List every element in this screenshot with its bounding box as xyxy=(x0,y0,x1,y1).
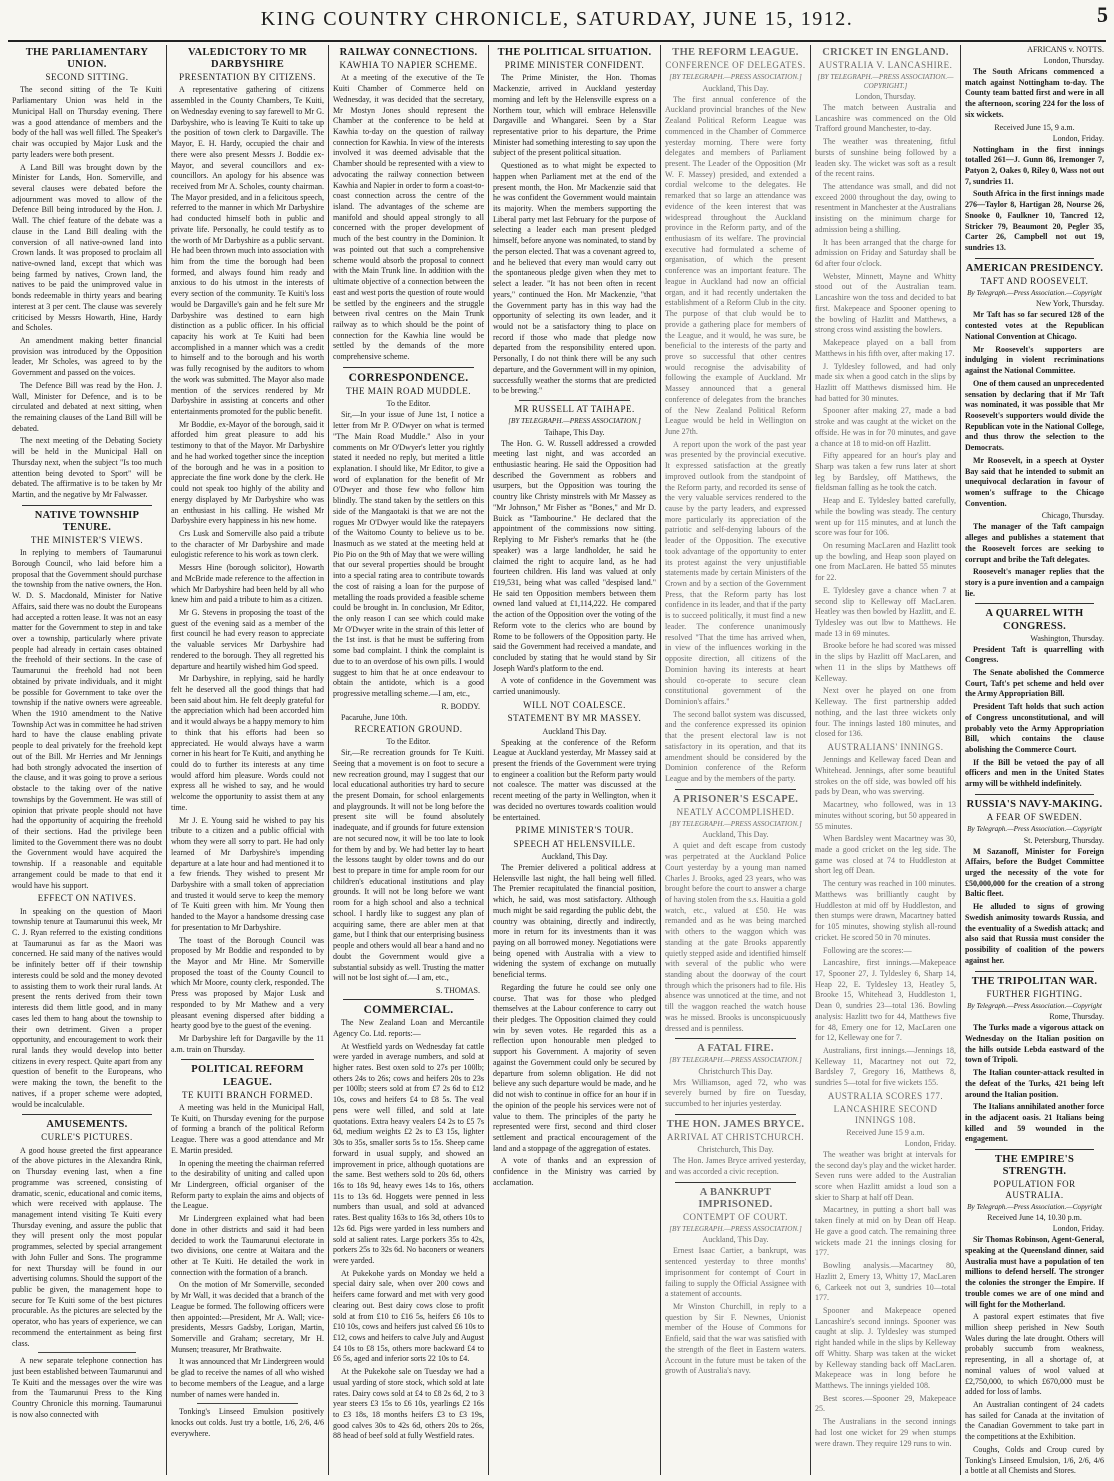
article-paragraph: At the Pukekohe sale on Tuesday we had a usual yarding of store stock, which sold at late rates. Dairy cows sold at £4 to £8 2s 6d, 2 to 3 year steers £3 15s to £6 10s, yearlings £2 16s to £3 18s, 18 months heifers £3 to £3 19s, good calves 30s to 42s 6d, others 20s to 26s, 88 head of beef sold at fully Westfield rates. xyxy=(333,1367,484,1441)
article-paragraph: A quiet and deft escape from custody was perpetrated at the Auckland Police Court yesterday by a young man named Charles J. Brooks, aged 23 years, who was brought before the court to answer a charge of having stolen from the s.s. Hauitia a gold watch, etc., valued at £50. He was remanded and as he was being marched with others to the waggon which was standing at the gate Brooks apparently quietly stepped aside and identified himself with several of the public who were standing about the doorway of the court through which the prisoners had to file. His absence was unnoticed at the time, and not till the waggon reached the watch house was he missed. Brooks is unconspicuously dressed and is penniless. xyxy=(665,841,806,1033)
wire-credit: By Telegraph.—Press Association.—Copyright xyxy=(967,1001,1102,1010)
article-paragraph: A report upon the work of the past year was presented by the provincial executive. It expressed satisfaction at the greatly improved outlook from the standpoint of the Reform party, and recorded its sense of the very valuable services rendered to the cause by the party leaders, and expressed more particularly its appreciation of the patriotic and self-denying labours of the leader of the Opposition. The executive took advantage of the opportunity to enter its protest against the very unjustifiable statements made by certain Ministers of the Crown and by a section of the Government Press, that the Reform party has lost confidence in its leader, and that if the party is to succeed politically, it must find a new leader. The conference unanimously resolved "That the time has arrived when, in view of the influences working in the opposite direction, all citizens of the Dominion having its interests at heart should co-operate to secure clean constitutional government of the Dominion's affairs." xyxy=(665,439,806,706)
subhead-speech-helensville: SPEECH AT HELENSVILLE. xyxy=(513,838,636,849)
divider xyxy=(675,1038,796,1039)
article-paragraph: A representative gathering of citizens assembled in the County Chambers, Te Kuiti, on Wednesday evening to say farewell to Mr G. Darbyshire, who is leaving Te Kuiti to take up the position of town clerk to Dargaville. The Mayor, E. H. Hardy, occupied the chair and there were also present Messrs J. Boddie ex-Mayor, and several councillors and ex-councillors. An apology for his absence was received from Mr A. Scholes, county chairman. The Mayor presided, and in a felicitous speech, referred to the manner in which Mr Darbyshire had conducted himself both in public and private life. Personally, he could testify as to the worth of Mr Darbyshire as a public servant. He had been thrown much into association with him from the time the borough had been formed, and always found him ready and anxious to do his utmost in the interests of every section of the community. Te Kuiti's loss would be Dargaville's gain and he felt sure Mr Darbyshire was destined to earn high distinction as a public officer. In his official capacity his work at Te Kuiti had been accomplished in a manner which was a credit to himself and to the borough and his worth was fully recognised by the auditors to whom the work was submitted. The Mayor also made mention of the services rendered by Mr Darbyshire in assisting at concerts and other entertainments promoted for the public benefit. xyxy=(171,85,324,417)
article-paragraph: At Pukekohe yards on Monday we held a special dairy sale, when over 200 cows and heifers came forward and met with very good clearing out. Best dairy cows close to profit sold at from £10 to £16 5s, heifers £6 10s to £10 10s, cows and heifers just calved £6 10s to £12, cows and heifers to calve July and August £4 10s to £8 15s, others more backward £4 to £6 5s, aged and inferior sorts 22 10s to £4. xyxy=(333,1268,484,1364)
headline-tripolitan-war: THE TRIPOLITAN WAR. xyxy=(971,975,1098,987)
headline-commercial: COMMERCIAL. xyxy=(363,1003,454,1016)
subhead-australians-innings: AUSTRALIANS' INNINGS. xyxy=(827,741,944,752)
article-paragraph: Regarding the future he could see only one course. That was for those who pledged themselves at the Labour conference to carry out their pledges. The Opposition claimed they could win by seven votes. He regarded this as a reflection upon honourable men pledged to support his Government. A majority of seven against the Government could only be secured by departure from solemn obligation. He did not believe any such departure would be made, and he did not wish to continue in office for an hour if in the opinion of the people his services were not of value to them. The principles of the party he represented were first, second and third closer settlement and practical encouragement of the land and a stoppage of the aggregation of estates. xyxy=(493,982,656,1153)
column-5 xyxy=(660,45,810,1475)
article-paragraph: A pastoral expert estimates that five million sheep perished in New South Wales during the late drought. Others will probably succumb from weakness, representing, in all a shortage of, at nominal values of wool valued at £2,750,000, to which £670,000 must be added for loss of lambs. xyxy=(965,1312,1104,1397)
subhead-taft-roosevelt: TAFT AND ROOSEVELT. xyxy=(980,275,1089,286)
article-paragraph: The second sitting of the Te Kuiti Parliamentary Union was held in the Municipal Hall on Thursday evening. There was a good attendance of members and the body of the hall was well filled. The Speaker's chair was occupied by Major Lusk and the party leaders were both present. xyxy=(12,85,162,159)
letter-salutation: To the Editor. xyxy=(386,737,431,747)
divider xyxy=(675,1114,796,1115)
letter-salutation: To the Editor. xyxy=(386,399,431,409)
headline-empires-strength: THE EMPIRE'S STRENGTH. xyxy=(994,1154,1075,1178)
scores-paragraph: South Africa in the first innings made 276—Taylor 8, Hartigan 28, Nourse 26, Snooke 0, Faulkner 10, Tancred 12, Stricker 79, Beaumont 20, Pegler 35, Carter 26, Campbell not out 19, sundries 13. xyxy=(965,189,1104,253)
article-paragraph: The Defence Bill was read by the Hon. J. Wall, Minister for Defence, and is to be circulated and debated at next sitting, when the remaining clauses of the Land Bill will be debated. xyxy=(12,380,162,433)
dateline: London, Friday. xyxy=(1052,1224,1104,1234)
headline-american-presidency: AMERICAN PRESIDENCY. xyxy=(965,262,1104,274)
column-7 xyxy=(960,45,1108,1475)
letter-body: Sir,—Re recreation grounds for Te Kuiti. Seeing that a movement is on foot to secure a new recreation ground, may I suggest that our local educational authorities try hard to secure the present Domain, for school enlargements and playgrounds. It will not be long before the present site will be found absolutely inadequate, and if grounds for future extension are not secured now, it will be too late to look for them by and by. We had better lay to heart the lessons taught by older towns and do our best to prepare in time for ample room for our children's educational institutions and play grounds. It will not be long before we want room for a high school and also a technical school. I hardly like to suggest any plan of acquiring same, there are abler men at that game, but I think that our enterprising business people and others would all bear a hand and no doubt the Government would give a substantial subsidy as well. Trusting the matter will not be lost sight of.—I am, etc., xyxy=(333,748,484,983)
headline-cricket-england: CRICKET IN ENGLAND. xyxy=(822,47,949,58)
divider xyxy=(22,505,152,506)
divider xyxy=(975,794,1094,795)
subhead-will-not-coalesce: WILL NOT COALESCE. xyxy=(523,699,626,710)
article-paragraph: The Australians in the second innings had lost one wicket for 29 when stumps were drawn. They require 129 runs to win. xyxy=(815,1417,956,1448)
article-paragraph: An amendment making better financial provision was introduced by the Opposition leader, Mr Scholes, was agreed to by the Government and passed on the voices. xyxy=(12,336,162,378)
article-paragraph: President Taft holds that such action of Congress unconstitutional, and will probably veto the Army Appropriation Bill, which contains the clause abolishing the Commerce Court. xyxy=(965,702,1104,755)
headline-amusements: AMUSEMENTS. xyxy=(46,1119,128,1131)
article-paragraph: Mr Roosevelt, in a speech at Oyster Bay said that he intended to submit an unequivocal declaration in favour of women's suffrage to the Chicago Convention. xyxy=(965,455,1104,508)
headline-prisoners-escape: A PRISONER'S ESCAPE. xyxy=(672,793,799,805)
article-paragraph: Mrs Williamson, aged 72, who was severely burned by fire on Tuesday, succumbed to her injuries yesterday. xyxy=(665,1077,806,1109)
article-paragraph: One of them caused an unprecedented sensation by declaring that if Mr Taft was nominated, it was possible that Mr Roosevelt's supporters would divide the Republican vote in the National College, and thus throw the selection to the Democrats. xyxy=(965,378,1104,453)
article-paragraph: Mr G. Stevens in proposing the toast of the guest of the evening said as a member of the first council he had every reason to appreciate the valuable services Mr Darbyshire had rendered to the borough. They all regretted his departure and heartily wished him God speed. xyxy=(171,607,324,671)
article-paragraph: The attendance was small, and did not exceed 2000 throughout the day, owing to resentment in Manchester at the Australians insisting on the minimum charge for admission being a shilling. xyxy=(815,182,956,234)
article-paragraph: Questioned as to what might be expected to happen when Parliament met at the end of the present month, the Hon. Mr Mackenzie said that he was confident the Government would maintain its majority. When the members supporting the Liberal party met last February for the purpose of selecting a leader each man present pledged himself, before anyone was nominated, to stand by the person elected. That was a covenant agreed to, and he believed that every man would carry out the spontaneous pledge given when they met to select a leader. "It has not been often in recent years," continued the Hon. Mr Mackenzie, "that the Government party has in this way had the opportunity of selecting its own leader, and it would not be a satisfactory thing to place on record if those who made that pledge now departed from the responsibility entered upon. Personally, I do not think there will be any such departure, and the Government will in my opinion, successfully weather the storms that are predicted to be brewing." xyxy=(493,161,656,396)
article-paragraph: Sir Thomas Robinson, Agent-General, speaking at the Queensland dinner, said Australia must have a population of ten millions to defend herself. The stronger the colonies the stronger the Empire. If trouble comes we are of one mind and will fight for the Motherland. xyxy=(965,1235,1104,1309)
article-paragraph: Best scores.—Spooner 29, Makepeace 25. xyxy=(815,1393,956,1414)
article-paragraph: E. Tyldesley gave a chance when 7 at second slip to Kelleway off MacLaren. Heatley was then bowled by Hazlitt, and E. Tyldesley was out lbw to Matthews. He made 13 in 69 minutes. xyxy=(815,585,956,638)
article-paragraph: The toast of the Borough Council was proposed by Mr Boddie and responded to by the Mayor and Mr Hine. Mr Somerville proposed the toast of the County Council to which Mr Moore, county clerk, responded. The Press was proposed by Major Lusk and responded to by Mr Mathew and a very pleasant evening dispersed after bidding a hearty good bye to the guest of the evening. xyxy=(171,935,324,1031)
wire-credit: By Telegraph.—Press Association.—Copyright xyxy=(967,1202,1102,1211)
divider xyxy=(975,603,1094,604)
wire-credit: [BY TELEGRAPH.—PRESS ASSOCIATION.—COPYRIGHT.] xyxy=(817,73,954,90)
article-paragraph: The weather was bright at intervals for the second day's play and the wicket harder. Seven runs were added to the Australian score when Hazlitt amidst a loud son a skier to Sharp at half off Dean. xyxy=(815,1149,956,1202)
column-1 xyxy=(8,45,166,1475)
dateline: Auckland, This Day. xyxy=(541,851,608,861)
advertisement-linseed-emulsion: Tonking's Linseed Emulsion positively knocks out colds. Just try a bottle, 1/6, 2/6, 4/6 everywhere. xyxy=(171,1407,324,1438)
article-paragraph: Mr Roosevelt's supporters are indulging in violent recriminations against the National Committee. xyxy=(965,344,1104,376)
wire-credit: [BY TELEGRAPH.—PRESS ASSOCIATION.] xyxy=(669,73,802,82)
article-paragraph: M Sazanoff, Minister for Foreign Affairs, before the Budget Committee urged the necessity of the vote for £50,000,000 for the creation of a strong Baltic fleet. xyxy=(965,846,1104,899)
article-paragraph: An Australian contingent of 24 cadets has sailed for Canada at the invitation of the Canadian Government to take part in the competitions at the Exhibition. xyxy=(965,1399,1104,1442)
masthead-rule xyxy=(8,40,1106,42)
article-paragraph: At Westfield yards on Wednesday fat cattle were yarded in average numbers, and sold at higher rates. Best oxen sold to 27s per 100lb; others 24s to 26s; cows and heifers 20s to 23s per 100lb; steers sold at from £7 2s 6d to £12 10s, cows and heifers £4 to £8 5s. The veal pens were well filled, and sold at late quotations. Extra heavy vealers £4 2s to £5 7s 6d, medium weights £2 2s to £3 15s, lighter 30s to 35s, smaller sorts 5s to 15s. Sheep came forward in usual supply, and showed an improvement in price, although quotations are the same. Best wethers sold to 20s 6d, others 16s to 18s 9d, heavy ewes 14s to 16s, others 11s to 13s 6d. Hoggets were penned in less numbers than usual, and sold at advanced rates. Best quality 163s to 16s 3d, others 10s to 12s 6d. Pigs were yarded in less numbers and sold at salient rates. Large porkers 35s to 42s, porkers 25s to 32s 6d. No baconers or weaners were yarded. xyxy=(333,1041,484,1265)
column-2 xyxy=(166,45,328,1475)
advertisement-linseed-emulsion: Coughs, Colds and Croup cured by Tonking's Linseed Emulsion, 1/6, 2/6, 4/6 a bottle at all Chemists and Stores. xyxy=(965,1444,1104,1475)
article-paragraph: The match between Australia and Lancashire was commenced on the Old Trafford ground Manchester, to-day. xyxy=(815,102,956,134)
article-paragraph: Speaking at the conference of the Reform League at Auckland yesterday, Mr Massey said at present the friends of the Government were trying to engineer a coalition but the Reform party would not coalesce. The matter was discussed at the recent meeting of the party in Wellington, when it was decided no overtures towards coalition would be entertained. xyxy=(493,737,656,822)
dateline: Received June 14, 10.30 p.m. xyxy=(987,1213,1082,1223)
subhead-statement-massey: STATEMENT BY MR MASSEY. xyxy=(507,713,642,724)
subhead-further-fighting: FURTHER FIGHTING. xyxy=(986,988,1083,999)
dateline: London, Thursday. xyxy=(1043,56,1104,65)
wire-credit: By Telegraph.—Press Association.—Copyright xyxy=(967,289,1102,298)
masthead xyxy=(0,0,1114,42)
column-6 xyxy=(810,45,960,1475)
article-paragraph: Spooner and Makepeace opened Lancashire's second innings. Spooner was caught at slip. J. Tyldesley was stumped right handed while in the slips by Kelleway off Whitty. Sharp was taken at the wicket by Kelleway standing back off MacLaren. Makepeace was in long before he Matthews. The innings yielded 108. xyxy=(815,1305,956,1390)
article-paragraph: Crs Lusk and Somerville also paid a tribute to the character of Mr Darbyshire and made eulogistic reference to his work as town clerk. xyxy=(171,528,324,560)
article-paragraph: The manager of the Taft campaign alleges and publishes a statement that the Roosevelt forces are seeking to corrupt and bribe the Taft delegates. xyxy=(965,522,1104,564)
article-paragraph: When Bardsley went Macartney was 30, made a good cricket on the leg side. The game was closed at 74 to Huddleston at short leg off Dean. xyxy=(815,834,956,876)
wire-credit: [BY TELEGRAPH.—PRESS ASSOCIATION.] xyxy=(669,820,802,829)
divider xyxy=(181,1059,314,1060)
subhead-prime-minister-confident: PRIME MINISTER CONFIDENT. xyxy=(504,60,645,71)
headline-parliamentary-union: THE PARLIAMENTARY UNION. xyxy=(25,47,149,71)
subhead-fear-of-sweden: A FEAR OF SWEDEN. xyxy=(986,811,1083,822)
divider xyxy=(22,1114,152,1115)
article-paragraph: Fifty appeared for an hour's play and Sharp was taken a few runs later at short leg by Bardsley, off Matthews, the fieldsman falling as he took the catch. xyxy=(815,451,956,493)
article-paragraph: Mr Boddie, ex-Mayor of the borough, said it afforded him great pleasure to add his testimony to that of the Mayor. Mr Darbyshire and he had worked together since the inception of the borough and he was in a position to appreciate the fine work done by the clerk. He could not speak too highly of the ability and energy displayed by Mr Darbyshire who was an enthusiast in his calling. He wished Mr Darbyshire every happiness in his new home. xyxy=(171,419,324,526)
newspaper-masthead-title: KING COUNTRY CHRONICLE, SATURDAY, JUNE 15, 1912. xyxy=(260,8,854,30)
article-paragraph: The second ballot system was discussed, and the conference expressed its opinion that the present electoral law is not satisfactory in its operation, and that its amendment should be considered by the Dominion conference of the Reform League and by the members of the party. xyxy=(665,709,806,783)
divider xyxy=(675,1182,796,1183)
divider xyxy=(519,400,630,401)
article-paragraph: Macartney, who followed, was in 13 minutes without scoring, but 50 appeared in 55 minutes. xyxy=(815,800,956,831)
dateline: Auckland This Day. xyxy=(542,726,607,736)
headline-russias-navy-making: RUSSIA'S NAVY-MAKING. xyxy=(966,798,1103,810)
subhead-population-australia: POPULATION FOR AUSTRALIA. xyxy=(993,1179,1076,1200)
dateline: Christchurch, This Day. xyxy=(697,1145,774,1155)
article-paragraph: President Taft is quarrelling with Congress. xyxy=(965,644,1104,665)
article-paragraph: Makepeace played on a ball from Matthews in his fifth over, after making 17. xyxy=(815,338,956,358)
subhead-recreation-ground: RECREATION GROUND. xyxy=(354,723,463,734)
article-paragraph: The Hon. James Bryce arrived yesterday, and was accorded a civic reception. xyxy=(665,1156,806,1176)
subhead-presentation: PRESENTATION BY CITIZENS. xyxy=(179,72,316,83)
headline-james-bryce: THE HON. JAMES BRYCE. xyxy=(666,1118,805,1130)
article-paragraph: In opening the meeting the chairman referred to the desirability of uniting and called upon Mr Lindergreen, official organiser of the Reform party to explain the aims and objects of the League. xyxy=(171,1158,324,1211)
article-paragraph: Next over he played on one from Kelleway. The first partnership added nothing, and the last three wickets only four. The innings lasted 180 minutes, and closed for 136. xyxy=(815,686,956,739)
article-paragraph: The Italian counter-attack resulted in the defeat of the Turks, 421 being left around the Italian position. xyxy=(965,1068,1104,1099)
subhead-curles-pictures: CURLE'S PICTURES. xyxy=(41,1132,133,1143)
article-paragraph: The next meeting of the Debating Society will be held in the Municipal Hall on Thursday next, when the subject "Is too much attention being devoted to Sport" will be debated. The affirmative is to be taken by Mr Martin, and the negative by Mr Falwasser. xyxy=(12,436,162,500)
article-paragraph: Webster, Minnett, Mayne and Whitty stood out of the Australian team. Lancashire won the toss and decided to bat first. Makepeace and Spooner opening to the bowling of Hazlitt and Matthews, a strong cross wind assisting the bowlers. xyxy=(815,271,956,335)
article-paragraph: The South Africans commenced a match against Nottingham to-day. The County team batted first and were in all the afternoon, scoring 224 for the loss of six wickets. xyxy=(965,67,1104,119)
article-paragraph: The Senate abolished the Commerce Court, Taft's pet scheme and held over the Army Appropriation Bill. xyxy=(965,668,1104,699)
article-paragraph: If the Bill be vetoed the pay of all officers and men in the United States army will be withheld indefinitely. xyxy=(965,757,1104,789)
headline-quarrel-with-congress: A QUARREL WITH CONGRESS. xyxy=(985,608,1084,632)
divider xyxy=(675,789,796,790)
dateline: Received June 15, 9 a.m. xyxy=(994,122,1075,132)
headline-railway-connections: RAILWAY CONNECTIONS. xyxy=(339,47,478,58)
subhead-australia-v-lancashire: AUSTRALIA V. LANCASHIRE. xyxy=(818,60,953,71)
article-paragraph: A vote of confidence in the Government was carried unanimously. xyxy=(493,676,656,697)
subhead-contempt-of-court: CONTEMPT OF COURT. xyxy=(683,1211,788,1222)
scores-paragraph: Australians, first innings.—Jennings 18, Kelleway 11, Macartney not out 72, Bardsley 7, Gregory 16, Matthews 8, sundries 5—total for five wickets 155. xyxy=(815,1045,956,1088)
dateline: Chicago, Thursday. xyxy=(1041,511,1104,521)
letter-body: Sir,—In your issue of June 1st, I notice a letter from Mr P. O'Dwyer on what is termed "The Main Road Muddle." Also in your comments on Mr O'Dwyer's letter you rightly stated it needed no reply, but merited a little explanation. I should like, Mr Editor, to give a word of explanation for the benefit of Mr O'Dwyer and those few who follow him blindly. The stand taken by the settlers on this side of the Mangaotaki is that we are not the rogues Mr O'Dwyer would like the ratepayers of the Waitomo County to believe us to be. Inasmuch as we stated at the meeting held at Pio Pio on the 9th of May that we were willing that our several properties should be brought into a special rating area to contribute towards the cost of raising a loan for the purpose of metalling the roads provided a feasible scheme could be brought in. In conclusion, Mr Editor, the only reason I can see which could make Mr O'Dwyer write in the strain of this letter of the 1st inst. is that he must be suffering from some bad complaint. I think the complaint is due to to an overdose of his own pills. I would suggest to him that he at once endeavour to obtain the antidote, which is a good progressive metalling scheme.—I am, etc., xyxy=(333,410,484,699)
article-paragraph: Following are the scores:— xyxy=(823,945,912,955)
headline-correspondence: CORRESPONDENCE. xyxy=(348,371,469,384)
article-paragraph: A good house greeted the first appearance of the above pictures in the Alexandra Rink, on Thursday evening last, when a fine programme was screened, consisting of dramatic, scenic, educational and comic items, which were received with applause. The management intend visiting Te Kuiti every Thursday evening, and assure the public that they will present only the most popular programmes, selected by special arrangement with John Fuller and Sons. The programme for next Thursday will be found in our advertising columns. Should the support of the public be given, the management hope to secure for Te Kuiti some of the best pictures procurable. As the pictures are selected by the operator, who has years of experience, we can recommend the entertainment as being first class. xyxy=(12,1145,162,1348)
letter-signature: R. BODDY. xyxy=(441,701,480,711)
wire-credit: By Telegraph.—Press Association.—Copyright xyxy=(967,825,1102,834)
article-paragraph: Ernest Isaac Cartier, a bankrupt, was sentenced yesterday to three months' imprisonment for contempt of Court in failing to supply the Official Assignee with a statement of accounts. xyxy=(665,1246,806,1299)
subhead-kawhia-napier: KAWHIA TO NAPIER SCHEME. xyxy=(339,60,478,71)
article-paragraph: The Italians annihilated another force in the adjacent oasis. 21 Italians being killed and 59 wounded in the engagement. xyxy=(965,1102,1104,1144)
article-paragraph: On the motion of Mr Somerville, seconded by Mr Wall, it was decided that a branch of the League be formed. The following officers were then appointed:—President, Mr A. Wall; vice-presidents, Messrs Gadsby, Lorigan, Martin, Somerville and Graham; secretary, Mr H. Munsen; treasurer, Mr Brathwaite. xyxy=(171,1280,324,1354)
article-paragraph: The weather was threatening, fitful bursts of sunshine being followed by a leaden sky. The wicket was soft as a result of the recent rains. xyxy=(815,137,956,179)
divider xyxy=(975,258,1094,259)
dateline: Auckland, This Day. xyxy=(702,83,769,93)
article-paragraph: Mr Lindergreen explained what had been done in other districts and said it had been decided to work the Taumarunui electorate in two divisions, one centre at Waitara and the other at Te Kuiti. He detailed the work in connection with the formation of a branch. xyxy=(171,1214,324,1277)
article-paragraph: Mr Darbyshire, in replying, said he hardly felt he deserved all the good things that had been said about him. He felt deeply grateful for the appreciation which had been accorded him and it would always be a happy memory to him to think that his efforts had been so appreciated. He would always have a warm corner in his heart for Te Kuiti, and anything he could do to further its interests at any time would afford him pleasure. Words could not express all he wished to say, and he would welcome the opportunity to assist them at any time. xyxy=(171,674,324,812)
article-paragraph: Mr J. E. Young said he wished to pay his tribute to a citizen and a public official with whom they were all sorry to part. He had only learned of Mr Darbyshire's impending departure at a late hour and had mentioned it to a few friends. They wished to present Mr Darbyshire with a small token of appreciation and trusted it would serve to keep the memory of Te Kuiti green with him. Mr Young then handed to the Mayor a handsome dressing case for presentation to Mr Darbyshire. xyxy=(171,815,324,932)
article-paragraph: He alluded to signs of growing Swedish animosity towards Russia, and the eventuality of a Swedish attack; and also said that Russia must consider the possibility of coalition of the powers against her. xyxy=(965,902,1104,965)
headline-bankrupt-imprisoned: A BANKRUPT IMPRISONED. xyxy=(698,1186,773,1210)
article-paragraph: Jennings and Kelleway faced Dean and Whitehead. Jennings, after some beautiful strokes on the off side, was bowled off his pads by Dean, who was swerving. xyxy=(815,755,956,797)
dateline: London, Friday. xyxy=(1052,133,1104,143)
headline-native-township-tenure: NATIVE TOWNSHIP TENURE. xyxy=(34,509,140,533)
subhead-conference-delegates: CONFERENCE OF DELEGATES. xyxy=(665,60,806,71)
divider xyxy=(197,1403,298,1404)
subhead-branch-formed: TE KUITI BRANCH FORMED. xyxy=(181,1089,313,1100)
article-paragraph: Mr Taft has so far secured 128 of the contested votes at the Republican National Convention at Chicago. xyxy=(965,310,1104,341)
dateline: Christchurch This Day. xyxy=(698,1066,773,1076)
article-paragraph: The Premier delivered a political address at Helensville last night, the hall being well filled. The Premier recapitulated the financial position, which, he said, was most satisfactory. Although much might be said regarding the public debt, the country was obtaining, directly and indirectly, more in return for its investments than it was paying on all borrowed money. Negotiations were being opened with Australia with a view to widening the system of exchange on mutually beneficial terms. xyxy=(493,862,656,980)
headline-political-reform-league: POLITICAL REFORM LEAGUE. xyxy=(191,1064,304,1088)
headline-political-situation: THE POLITICAL SITUATION. xyxy=(497,47,652,58)
subhead-australia-scores: AUSTRALIA SCORES 177. xyxy=(827,1090,944,1101)
article-paragraph: Messrs Hine (borough solicitor), Howarth and McBride made reference to the affection in which Mr Darbyshire had been held by all who knew him and paid a tribute to him as a citizen. xyxy=(171,563,324,605)
article-paragraph: J. Tyldesley followed, and had only made six when a good catch in the slips by Hazlitt off Matthews dismissed him. He had batted for 30 minutes. xyxy=(815,361,956,403)
article-paragraph: Mr Winston Churchill, in reply to a question by Sir F. Newnes, Unionist member of the House of Commons for Enfield, said that the war was satisfied with the strength of the fleet in Eastern waters. Account in the future must be taken of the growth of Australia's navy. xyxy=(665,1302,806,1376)
article-paragraph: A Land Bill was brought down by the Minister for Lands, Hon. Somerville, and several clauses were debated before the adjournment was moved to allow of the Defence Bill being introduced by the Hon. J. Wall. The chief feature of the debate was a clause in the Land Bill dealing with the conversion of all native-owned land into Crown lands. It was proposed to proclaim all native-owned land, except that which was being farmed by natives, Crown land, the natives to be paid the unimproved value in bonds redeemable in thirty years and bearing interest at 3 per cent. The clause was severely criticised by Messrs Howarth, Hine, Hardy and Scholes. xyxy=(12,162,162,333)
column-4 xyxy=(488,45,660,1475)
article-paragraph: Roosevelt's manager replies that the story is a pure invention and a campaign lie. xyxy=(965,567,1104,598)
article-paragraph: The New Zealand Loan and Mercantile Agency Co. Ltd. reports:— xyxy=(333,1018,484,1038)
letter-dateline: Pacaruhe, June 10th. xyxy=(341,712,408,722)
headline-valedictory: VALEDICTORY TO MR DARBYSHIRE xyxy=(187,47,308,71)
subhead-effect-on-natives: EFFECT ON NATIVES. xyxy=(37,893,137,904)
article-paragraph: Heap and E. Tyldesley batted carefully, while the bowling was steady. The century went up for 115 minutes, and at lunch the score was four for 106. xyxy=(815,496,956,538)
article-paragraph: Mr Darbyshire left for Dargaville by the 11 a.m. train on Thursday. xyxy=(171,1034,324,1054)
divider xyxy=(343,999,474,1000)
article-paragraph: It was announced that Mr Lindergreen would be glad to receive the names of all who wished to become members of the League, and a large number of names were handed in. xyxy=(171,1357,324,1399)
dateline: Washington, Thursday. xyxy=(1030,633,1104,643)
dateline: Auckland, This Day. xyxy=(702,1235,769,1245)
article-paragraph: The century was reached in 100 minutes. Matthews was brilliantly caught by Huddleston at mid off by Huddleston, and then stumps were drawn, Macartney batted for 105 minutes, showing stylish all-round cricket. He scored 50 in 70 minutes. xyxy=(815,879,956,942)
subhead-lancashire-second-innings: LANCASHIRE SECOND INNINGS 108. xyxy=(833,1104,938,1125)
article-paragraph: A new separate telephone connection has just been established between Taumarunui and Te Kuiti and the messages over the wire was from the Taumarunui Press to the King Country Chronicle this morning. Taumarunui is now also connected with xyxy=(12,1356,162,1419)
subhead-ministers-views: THE MINISTER'S VIEWS. xyxy=(30,534,144,545)
subhead-prime-ministers-tour: PRIME MINISTER'S TOUR. xyxy=(515,825,634,836)
letter-signature: S. THOMAS. xyxy=(435,985,480,995)
subhead-neatly-accomplished: NEATLY ACCOMPLISHED. xyxy=(676,806,795,817)
headline-africans-v-notts: AFRICANS v. NOTTS. xyxy=(1027,45,1104,54)
article-paragraph: Spooner after making 27, made a bad stroke and was caught at the wicket on the offside. He was in for 70 minutes, and gave a chance at 18 to mid-on off Hazlitt. xyxy=(815,406,956,448)
subhead-russell-taihape: MR RUSSELL AT TAIHAPE. xyxy=(514,403,635,414)
subhead-second-sitting: SECOND SITTING. xyxy=(45,72,129,83)
wire-credit: [BY TELEGRAPH.—PRESS ASSOCIATION.] xyxy=(669,1225,802,1234)
wire-credit: [BY TELEGRAPH.—PRESS ASSOCIATION.] xyxy=(508,417,641,426)
dateline: London, Friday. xyxy=(904,1138,956,1148)
dateline: Taihape, This Day. xyxy=(544,427,605,437)
headline-fatal-fire: A FATAL FIRE. xyxy=(697,1043,774,1055)
article-paragraph: In speaking on the question of Maori township tenure at Taumarunui this week, Mr C. J. Ryan referred to the existing conditions at Taumarunui as far as the Maori was concerned. He said many of the natives would be infinitely better off if their township interests could be sold and the money devoted to assisting them to work their rural lands. At present the rents derived from their town interests did them little good, and in many cases led them to hang about the township to their own detriment. Given a proper opportunity, and encouragement to work their rural lands they would develop into better citizens in every respect. Quite apart from any question of benefit to the Europeans, who were making the town, the benefit to the natives, if a proper scheme were adopted, would be incalculable. xyxy=(12,906,162,1109)
dateline: London, Thursday. xyxy=(855,91,916,101)
dateline: Received June 15 9 a.m. xyxy=(846,1127,925,1137)
divider xyxy=(38,1352,136,1353)
scores-paragraph: Lancashire, first innings.—Makepeace 17, Spooner 27, J. Tyldesley 6, Sharp 14, Heap 22, E. Tyldesley 13, Heatley 5, Brooke 15, Whitehead 3, Huddleston 1, Dean 0, sundries 23—total 136. Bowling analysis: Hazlitt two for 44, Matthews five for 48, Emery one for 12, MacLaren one for 12, Kelleway one for 7. xyxy=(815,958,956,1043)
divider xyxy=(343,367,474,368)
divider xyxy=(975,1149,1094,1150)
dateline: Rome, Thursday. xyxy=(1049,1012,1104,1022)
article-paragraph: A vote of thanks and an expression of confidence in the Ministry was carried by acclamation. xyxy=(493,1156,656,1187)
article-paragraph: The Turks made a vigorous attack on Wednesday on the Italian position on the hills outside Lebda eastward of the town of Tripoli. xyxy=(965,1023,1104,1065)
article-paragraph: A meeting was held in the Municipal Hall, Te Kuiti, on Thursday evening for the purpose of forming a branch of the political Reform League. There was a good attendance and Mr E. Martin presided. xyxy=(171,1102,324,1155)
article-paragraph: Macartney, in putting a short ball was taken finely at mid on by Dean off Heap. He gave a good catch. The remaining three wickets made 21 the innings closing for 177. xyxy=(815,1205,956,1258)
subhead-main-road-muddle: THE MAIN ROAD MUDDLE. xyxy=(346,386,471,397)
article-paragraph: The Hon. G. W. Russell addressed a crowded meeting last night, and was accorded an enthusiastic hearing. He said the Opposition had described the Government as robbers and usurpers, but the Opposition was touring the country like Christy minstrels with Mr Massey as "Mr Johnson," Mr Fisher as "Bones," and Mr D. Buick as "Tambourine." He declared that the appointment of the commissions now sitting. Replying to Mr Fisher's remarks that he (the speaker) was a large landholder, he said he claimed the right to acquire land, as he had fourteen children. His land was valued at only £19,531, being what was called "despised land." He said ten Opposition members between them owned land valued at £1,114,222. He compared the action of the Opposition over the voting of the Reform vote to the clerics who are bound by Rome to be followers of the Opposition party. He said the Government had received a mandate, and concluded by stating that he would stand by Sir Joseph Ward's platform to the end. xyxy=(493,438,656,673)
article-paragraph: The Prime Minister, the Hon. Thomas Mackenzie, arrived in Auckland yesterday morning and left by the Helensville express on a Northern tour, which will embrace Helensville Dargaville and Whangarei. Seen by a Star representative prior to his departure, the Prime Minister had something interesting to say upon the subject of the present political situation. xyxy=(493,73,656,158)
scores-paragraph: Nottingham in the first innings totalled 261—J. Gunn 86, Iremonger 7, Patyon 2, Oakes 0, Riley 0, Wass not out 7, sundries 11. xyxy=(965,144,1104,186)
article-paragraph: The first annual conference of the Auckland provincial branches of the New Zealand Political Reform League was commenced in the Chamber of Commerce yesterday morning. There were forty delegates and members of Parliament present. The Leader of the Opposition (Mr W. F. Massey) presided, and extended a cordial welcome to the delegates. He remarked that so large an attendance was evidence of the keen interest that was widespread throughout the Auckland province in the Reform party, and of the enthusiasm of its welfare. The provincial executive had formulated a scheme of organisation, of which the present conference was an important feature. The league in Auckland had now an official organ, and it had recently undertaken the establishment of a Reform Club in the city. The purpose of that club would be to provide a gathering place for members of the League, and it would, he was sure, be beneficial to the interests of the party and prove so successful that other centres would recognise the advisability of following the example of Auckland. Mr Massey announced that a general conference of delegates from the branches of the New Zealand Political Reform League would be held in Wellington on June 27th. xyxy=(665,94,806,436)
article-paragraph: Brooke before he had scored was missed in the slips by Hazlitt off MacLaren, and when 11 in the slips by Matthews off Kelleway. xyxy=(815,641,956,683)
article-paragraph: At a meeting of the executive of the Te Kuiti Chamber of Commerce held on Wednesday, it was decided that the secretary, Mr Mostyn Jones should represent the Chamber at the conference to be held at Kawhia to-day on the question of railway connection for Kawhia. In view of the interests involved it was deemed advisable that the Chamber should be represented with a view to advocating the railway connection between Kawhia and Napier in order to form a coast-to-coast connection across the centre of the island. The advantages of the scheme are manifold and should appeal strongly to all concerned with the proper development of much of the best country in the Dominion. It was pointed out that such a comprehensive scheme would absorb the proposal to connect with the Main Trunk line. In addition with the ultimate objective of a connection between the east and west ports the question of route would be settled by the engineers and the struggle between rival centres on the Main Trunk railway as to which should be the point of connection for the Kawhia line would be settled by the demands of the more comprehensive scheme. xyxy=(333,73,484,362)
article-paragraph: It has been arranged that the charge for admission on Friday and Saturday shall be 6d after four o'clock. xyxy=(815,237,956,269)
divider xyxy=(975,971,1094,972)
wire-credit: [BY TELEGRAPH.—PRESS ASSOCIATION.] xyxy=(669,1056,802,1065)
subhead-arrival-christchurch: ARRIVAL AT CHRISTCHURCH. xyxy=(666,1131,805,1142)
page-number: 5 xyxy=(1097,2,1108,27)
dateline: Auckland, This Day. xyxy=(702,830,769,840)
dateline: St. Petersburg, Thursday. xyxy=(1023,835,1104,845)
article-paragraph: Bowling analysis.—Macartney 80, Hazlitt 2, Emery 13, Whitty 17, MacLaren 6, Carkeek not out 3, sundries 10—total 177. xyxy=(815,1261,956,1303)
headline-reform-league: THE REFORM LEAGUE. xyxy=(672,47,799,58)
dateline: New York, Thursday. xyxy=(1036,299,1104,309)
article-paragraph: On resuming MacLaren and Hazlitt took up the bowling, and Heap soon played on one from MacLaren. He batted 55 minutes for 22. xyxy=(815,541,956,583)
article-paragraph: In replying to members of Taumarunui Borough Council, who laid before him a proposal that the Government should purchase the township from the native owners, the Hon. W. D. S. Macdonald, Minister for Native Affairs, said there was no doubt the Europeans had accepted a rotten lease. It was not an easy matter for the Government to step in and take over a township, particularly where private people had already in certain cases obtained the freehold of their sections. In the case of Taumarunui the freehold had not been obtained by private individuals, and it might be possible for Government to take over the township if the native owners were agreeable. When the 1910 amendment to the Native Township Act was in committee he had striven hard to have the clause enabling private people to deal privately for the freehold kept out of the Bill. Mr Herries and Mr Jennings had both strongly advocated the insertion of the clause, and it was going to prove a serious obstacle to the taking over of the native townships by the Government. He was still of opinion that private people should not have had the opportunity of acquiring the freehold of their sections. Had the privilege been limited to the Government there was no doubt the Government would have acquired the township. If a reasonable and equitable arrangement could be made to that end it would have his support. xyxy=(12,548,162,890)
column-3 xyxy=(328,45,488,1475)
